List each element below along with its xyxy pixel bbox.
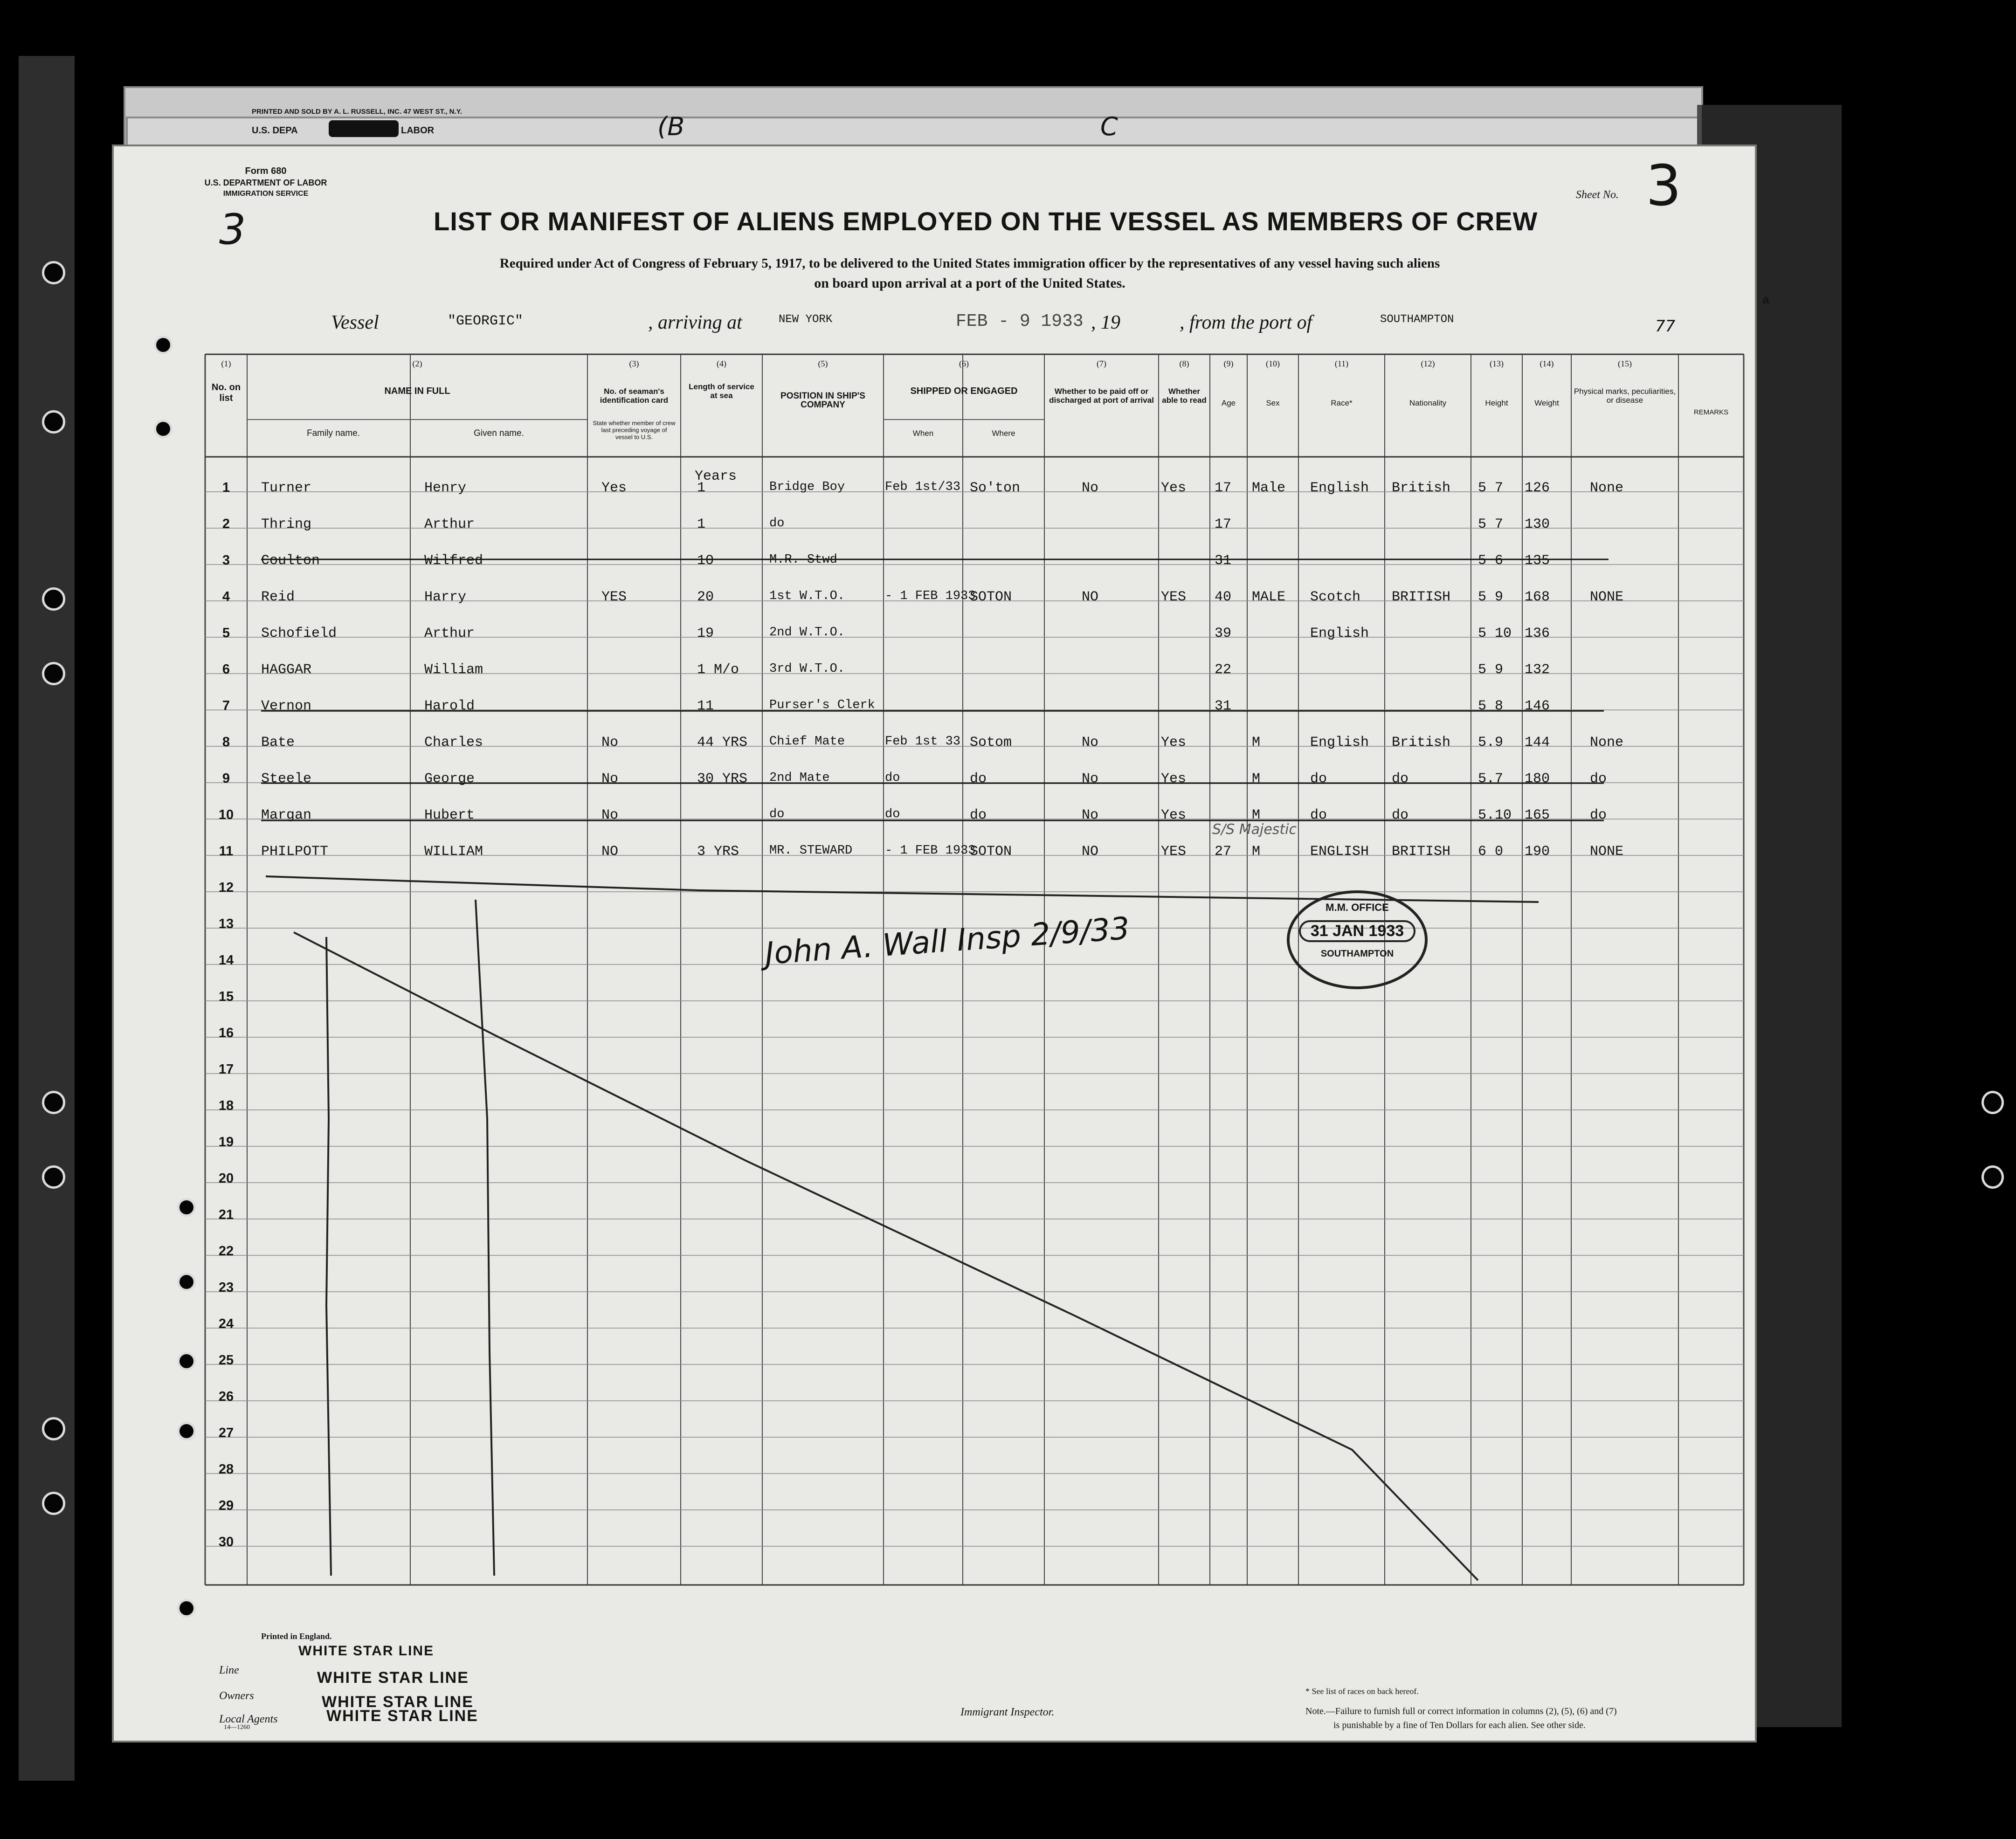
- cell-sex: Male: [1252, 480, 1286, 496]
- departure-port: SOUTHAMPTON: [1380, 313, 1454, 326]
- cell-race: English: [1310, 626, 1369, 641]
- cell-race: ENGLISH: [1310, 844, 1369, 860]
- inspector-signature: John A. Wall Insp 2/9/33: [764, 910, 1131, 972]
- cell-height: 5.9: [1478, 735, 1504, 751]
- header-when: When: [912, 429, 934, 438]
- row-number: 15: [218, 989, 234, 1004]
- cell-race: do: [1310, 807, 1327, 823]
- line-label: Line: [219, 1664, 239, 1676]
- row-number: 13: [218, 916, 234, 931]
- cell-height: 5 7: [1478, 480, 1504, 496]
- cell-given: Henry: [424, 480, 467, 496]
- cell-read: Yes: [1161, 807, 1187, 823]
- sheet-number: 3: [1646, 154, 1682, 219]
- cell-position: MR. STEWARD: [769, 844, 853, 858]
- cell-when: do: [885, 771, 900, 785]
- header-id-card-note: State whether member of crew last preceding voyage of vessel to U.S.: [593, 420, 676, 441]
- vessel-label: Vessel: [331, 312, 379, 333]
- cell-weight: 135: [1525, 553, 1550, 569]
- cell-height: 6 0: [1478, 844, 1504, 860]
- department: U.S. DEPARTMENT OF LABOR: [204, 178, 327, 187]
- header-age: Age: [1221, 399, 1236, 407]
- cell-weight: 146: [1525, 698, 1550, 714]
- cancel-vertical: [326, 937, 331, 1576]
- cell-position: Chief Mate: [769, 735, 845, 749]
- cell-where: Sotom: [970, 735, 1012, 751]
- agents-value: WHITE STAR LINE: [326, 1707, 478, 1725]
- cell-family: Steele: [261, 771, 312, 787]
- header-given-name: Given name.: [474, 428, 524, 438]
- row-number: 25: [218, 1353, 234, 1368]
- header-able-read: Whether able to read: [1162, 387, 1207, 405]
- office-stamp: [1287, 890, 1428, 989]
- col-number: (1): [221, 359, 231, 368]
- cell-given: Charles: [424, 735, 483, 751]
- cell-sex: M: [1252, 771, 1261, 787]
- col-number: (13): [1490, 359, 1504, 368]
- cell-card: YES: [601, 589, 627, 605]
- cell-position: do: [769, 807, 785, 821]
- cell-marks: NONE: [1590, 589, 1624, 605]
- col-number: (8): [1179, 359, 1189, 368]
- row-number: 22: [218, 1244, 234, 1259]
- cell-position: 1st W.T.O.: [769, 589, 845, 603]
- cell-family: Reid: [261, 589, 295, 605]
- cell-position: 2nd W.T.O.: [769, 626, 845, 640]
- races-note: * See list of races on back hereof.: [1305, 1687, 1419, 1696]
- cell-given: WILLIAM: [424, 844, 483, 860]
- cell-weight: 136: [1525, 626, 1550, 641]
- cell-age: 17: [1215, 480, 1232, 496]
- cell-paid: No: [1082, 771, 1099, 787]
- owners-label: Owners: [219, 1690, 254, 1702]
- cell-where: SOTON: [970, 844, 1012, 860]
- row-number: 16: [218, 1026, 234, 1040]
- cell-service: 1 M/o: [697, 662, 739, 678]
- form-number: Form 680: [245, 166, 287, 176]
- document-title: LIST OR MANIFEST OF ALIENS EMPLOYED ON THE VESSEL AS MEMBERS OF CREW: [434, 207, 1538, 236]
- col-number: (12): [1421, 359, 1435, 368]
- row-number: 7: [222, 698, 230, 713]
- col-number: (9): [1223, 359, 1234, 368]
- service: IMMIGRATION SERVICE: [223, 190, 309, 198]
- year-label: , 19: [1091, 312, 1120, 333]
- row-number: 14: [218, 953, 234, 968]
- printed-line: WHITE STAR LINE: [298, 1643, 435, 1659]
- cell-when: Feb 1st 33: [885, 735, 961, 749]
- col-number: (5): [818, 359, 828, 368]
- header-physical-marks: Physical marks, peculiarities, or disease: [1574, 387, 1676, 405]
- cell-read: Yes: [1161, 771, 1187, 787]
- cell-position: 3rd W.T.O.: [769, 662, 845, 676]
- col-number: (2): [412, 359, 422, 368]
- col-number: (3): [629, 359, 639, 368]
- cell-weight: 144: [1525, 735, 1550, 751]
- cell-marks: None: [1590, 735, 1624, 751]
- form-code: 14—1260: [224, 1724, 250, 1731]
- row-number: 17: [218, 1062, 234, 1077]
- cell-age: 31: [1215, 698, 1232, 714]
- cell-family: Bate: [261, 735, 295, 751]
- cell-position: do: [769, 517, 785, 530]
- cell-weight: 132: [1525, 662, 1550, 678]
- header-no-on-list: No. on list: [211, 382, 241, 403]
- row-number: 18: [218, 1098, 234, 1113]
- cell-read: Yes: [1161, 735, 1187, 751]
- cell-read: Yes: [1161, 480, 1187, 496]
- header-position: POSITION IN SHIP'S COMPANY: [780, 391, 865, 410]
- header-race: Race*: [1331, 399, 1353, 407]
- inspector-label: Immigrant Inspector.: [960, 1706, 1055, 1718]
- col-number: (6): [959, 359, 969, 368]
- margin-letter: a: [1762, 292, 1769, 306]
- cell-service: 30 YRS: [697, 771, 748, 787]
- col-number: (11): [1334, 359, 1349, 368]
- col-number: (7): [1097, 359, 1106, 368]
- cell-service: 3 YRS: [697, 844, 739, 860]
- cell-age: 31: [1215, 553, 1232, 569]
- row-number: 8: [222, 735, 230, 750]
- header-where: Where: [992, 429, 1015, 438]
- sheet-label: Sheet No.: [1576, 189, 1619, 201]
- header-length-service: Length of service at sea: [689, 382, 754, 400]
- cell-where: do: [970, 771, 987, 787]
- line-value: WHITE STAR LINE: [317, 1669, 469, 1687]
- document-subtitle-1: Required under Act of Congress of February 5, 1917, to be delivered to the United States immigration officer by the representatives of any vessel having such aliens: [499, 256, 1440, 271]
- cell-card: NO: [601, 844, 619, 860]
- cell-where: do: [970, 807, 987, 823]
- cell-height: 5 6: [1478, 553, 1504, 569]
- cell-height: 5.10: [1478, 807, 1512, 823]
- cell-family: Coulton: [261, 553, 320, 569]
- cell-family: HAGGAR: [261, 662, 312, 678]
- cell-paid: No: [1082, 480, 1099, 496]
- cell-nationality: British: [1392, 735, 1451, 751]
- cell-age: 22: [1215, 662, 1232, 678]
- cell-family: PHILPOTT: [261, 844, 329, 860]
- header-name-in-full: NAME IN FULL: [384, 386, 450, 396]
- cell-paid: No: [1082, 807, 1099, 823]
- cell-sex: MALE: [1252, 589, 1286, 605]
- cell-height: 5 9: [1478, 662, 1504, 678]
- row-number: 9: [222, 771, 230, 786]
- cell-service: 10: [697, 553, 714, 569]
- cell-weight: 168: [1525, 589, 1550, 605]
- row-number: 23: [218, 1280, 234, 1295]
- header-id-card: No. of seaman's identification card: [600, 387, 669, 405]
- cell-given: Harold: [424, 698, 475, 714]
- col-number: (14): [1540, 359, 1554, 368]
- cell-when: - 1 FEB 1933: [885, 844, 976, 858]
- cell-given: Arthur: [424, 626, 475, 641]
- cell-height: 5.7: [1478, 771, 1504, 787]
- row-number: 11: [219, 844, 234, 859]
- col-number: (4): [717, 359, 726, 368]
- cell-race: do: [1310, 771, 1327, 787]
- stamp-top: M.M. OFFICE: [1326, 902, 1389, 913]
- penalty-note-2: is punishable by a fine of Ten Dollars for each alien. See other side.: [1333, 1720, 1586, 1730]
- cell-nationality: BRITISH: [1392, 589, 1451, 605]
- cell-when: - 1 FEB 1933: [885, 589, 976, 603]
- cell-family: Margan: [261, 807, 312, 823]
- stamp-bottom: SOUTHAMPTON: [1320, 949, 1394, 959]
- cell-given: Hubert: [424, 807, 475, 823]
- cell-height: 5 9: [1478, 589, 1504, 605]
- cell-height: 5 7: [1478, 517, 1504, 532]
- row-number: 29: [218, 1498, 234, 1513]
- above-row-note: S/S Majestic: [1212, 821, 1297, 838]
- cell-service: 11: [697, 698, 714, 714]
- row-number: 27: [218, 1426, 234, 1440]
- row-number: 20: [218, 1171, 234, 1186]
- cell-age: 27: [1215, 844, 1232, 860]
- cell-where: So'ton: [970, 480, 1021, 496]
- cell-given: Harry: [424, 589, 467, 605]
- header-paid-off: Whether to be paid off or discharged at port of arrival: [1049, 387, 1154, 405]
- row-number: 10: [218, 807, 234, 822]
- back-dept-label-2: LABOR: [401, 125, 435, 136]
- cell-nationality: BRITISH: [1392, 844, 1451, 860]
- row-number: 5: [222, 626, 230, 641]
- header-remarks: REMARKS: [1693, 408, 1729, 416]
- row-number: 4: [222, 589, 230, 604]
- cell-weight: 190: [1525, 844, 1550, 860]
- cell-marks: None: [1590, 480, 1624, 496]
- cell-where: SOTON: [970, 589, 1012, 605]
- arrival-date-stamp: FEB - 9 1933: [956, 311, 1084, 331]
- row-number: 6: [222, 662, 230, 677]
- row-number: 2: [222, 517, 230, 531]
- printer-imprint: PRINTED AND SOLD BY A. L. RUSSELL, INC. 47 WEST ST., N.Y.: [252, 108, 463, 116]
- cancel-diagonal: [294, 932, 1478, 1580]
- cell-race: Scotch: [1310, 589, 1361, 605]
- margin-note: 3: [219, 205, 246, 254]
- row-number: 19: [218, 1135, 234, 1150]
- header-weight: Weight: [1534, 399, 1559, 407]
- cell-service: 19: [697, 626, 714, 641]
- cell-paid: NO: [1082, 589, 1099, 605]
- header-sex: Sex: [1266, 399, 1280, 407]
- cell-service: 20: [697, 589, 714, 605]
- list-code: 77: [1655, 317, 1676, 336]
- cell-family: Thring: [261, 517, 312, 532]
- vessel-name: "GEORGIC": [448, 313, 524, 329]
- cell-card: No: [601, 735, 619, 751]
- arriving-port: NEW YORK: [779, 313, 833, 326]
- cell-nationality: British: [1392, 480, 1451, 496]
- row-number: 28: [218, 1462, 234, 1477]
- cell-position: Purser's Clerk: [769, 698, 875, 712]
- owners-value: WHITE STAR LINE: [322, 1693, 474, 1711]
- printed-in: Printed in England.: [261, 1632, 332, 1641]
- cell-weight: 165: [1525, 807, 1550, 823]
- cell-family: Vernon: [261, 698, 312, 714]
- cell-given: Wilfred: [424, 553, 483, 569]
- cell-age: 17: [1215, 517, 1232, 532]
- row-number: 1: [222, 480, 230, 495]
- cell-paid: No: [1082, 735, 1099, 751]
- cell-height: 5 8: [1478, 698, 1504, 714]
- cell-card: No: [601, 771, 619, 787]
- row-number: 26: [218, 1389, 234, 1404]
- cell-paid: NO: [1082, 844, 1099, 860]
- cell-service: 44 YRS: [697, 735, 748, 751]
- row-number: 3: [222, 553, 230, 568]
- arriving-label: , arriving at: [648, 312, 742, 333]
- cell-marks: do: [1590, 807, 1607, 823]
- cell-marks: do: [1590, 771, 1607, 787]
- back-mark-b: (B: [657, 112, 685, 141]
- cell-nationality: do: [1392, 807, 1409, 823]
- cell-nationality: do: [1392, 771, 1409, 787]
- cell-given: Arthur: [424, 517, 475, 532]
- cell-position: Bridge Boy: [769, 480, 845, 494]
- stamp-date: 31 JAN 1933: [1299, 920, 1415, 942]
- cell-read: YES: [1161, 589, 1187, 605]
- cell-when: Feb 1st/33: [885, 480, 961, 494]
- cell-service: 1: [697, 480, 706, 496]
- back-dept-label: U.S. DEPA: [252, 125, 298, 136]
- penalty-note-1: Note.—Failure to furnish full or correct information in columns (2), (5), (6) and (7): [1305, 1706, 1617, 1716]
- col-number: (10): [1266, 359, 1280, 368]
- header-nationality: Nationality: [1409, 399, 1447, 407]
- cell-sex: M: [1252, 807, 1261, 823]
- cell-marks: NONE: [1590, 844, 1624, 860]
- cell-read: YES: [1161, 844, 1187, 860]
- cell-given: George: [424, 771, 475, 787]
- cell-sex: M: [1252, 735, 1261, 751]
- cell-age: 39: [1215, 626, 1232, 641]
- cell-card: Yes: [601, 480, 627, 496]
- cell-race: English: [1310, 480, 1369, 496]
- back-mark-c: C: [1100, 112, 1118, 141]
- from-port-label: , from the port of: [1180, 312, 1312, 333]
- document-subtitle-2: on board upon arrival at a port of the United States.: [814, 276, 1125, 291]
- cell-weight: 180: [1525, 771, 1550, 787]
- cell-position: M.R. Stwd: [769, 553, 837, 567]
- cell-race: English: [1310, 735, 1369, 751]
- cell-family: Turner: [261, 480, 312, 496]
- cell-position: 2nd Mate: [769, 771, 830, 785]
- cell-age: 40: [1215, 589, 1232, 605]
- cell-weight: 126: [1525, 480, 1550, 496]
- cell-family: Schofield: [261, 626, 337, 641]
- agents-label: Local Agents: [219, 1713, 278, 1725]
- cell-service: 1: [697, 517, 706, 532]
- col-number: (15): [1618, 359, 1632, 368]
- cell-given: William: [424, 662, 483, 678]
- row-number: 21: [218, 1207, 234, 1222]
- cell-weight: 130: [1525, 517, 1550, 532]
- row-number: 12: [218, 880, 234, 895]
- cell-height: 5 10: [1478, 626, 1512, 641]
- header-family-name: Family name.: [306, 428, 360, 438]
- cell-sex: M: [1252, 844, 1261, 860]
- row-number: 24: [218, 1316, 234, 1331]
- years-header: Years: [695, 468, 737, 484]
- cell-when: do: [885, 807, 900, 821]
- row-number: 30: [218, 1535, 234, 1550]
- header-shipped: SHIPPED OR ENGAGED: [910, 386, 1018, 396]
- cell-card: No: [601, 807, 619, 823]
- header-height: Height: [1485, 399, 1508, 407]
